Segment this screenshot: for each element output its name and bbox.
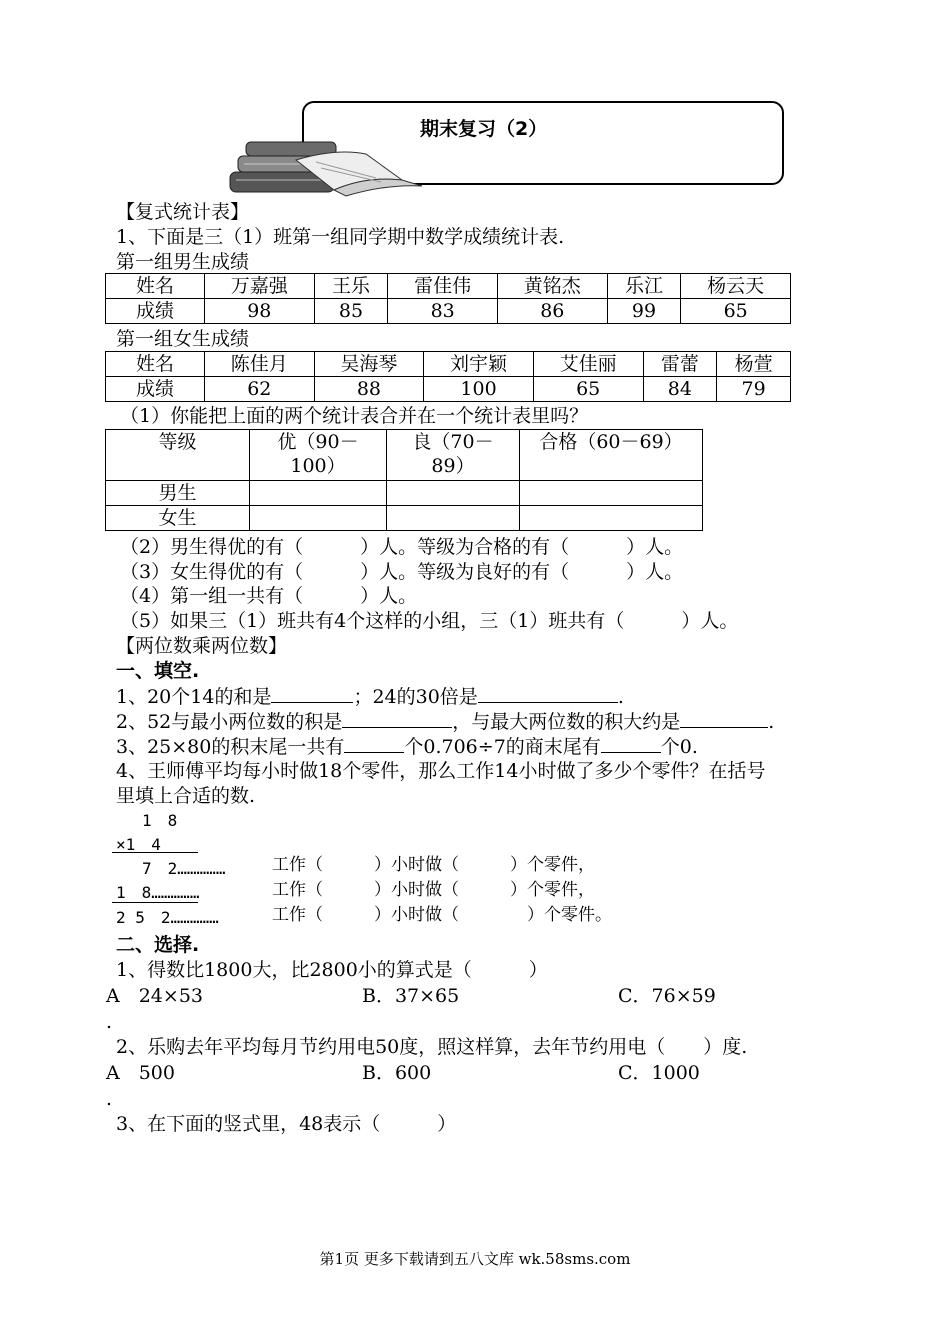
sub-question-5: （5）如果三（1）班共有4个这样的小组，三（1）班共有（ ）人。	[120, 610, 739, 632]
table-cell: 88	[314, 377, 424, 402]
table-cell: 84	[643, 377, 717, 402]
fill-3-text-b: 个0.706÷7的商末尾有	[404, 736, 601, 758]
table-cell[interactable]	[520, 506, 703, 531]
vertical-row-1: 1 8	[142, 811, 178, 830]
stray-dot: .	[106, 1011, 113, 1033]
table-cell: 雷佳伟	[388, 274, 498, 299]
table-cell[interactable]	[387, 481, 520, 506]
table-cell	[387, 430, 520, 481]
table-cell: 成绩	[106, 299, 205, 324]
table-cell[interactable]	[387, 506, 520, 531]
vertical-explain-1: 工作（ ）小时做（ ）个零件，	[272, 855, 595, 875]
table-cell: 女生	[106, 506, 250, 531]
vertical-row-2: ×1 4	[116, 835, 161, 854]
fill-3-text-c: 个0.	[660, 736, 698, 758]
vertical-partial-2: 1 8	[116, 883, 152, 902]
answer-blank[interactable]	[478, 684, 618, 703]
sub-question-4: （4）第一组一共有（ ）人。	[120, 585, 418, 607]
vertical-row-3	[142, 856, 225, 879]
table-cell: 姓名	[106, 352, 205, 377]
page-footer: 第1页 更多下载请到五八文库 wk.58sms.com	[319, 1250, 631, 1268]
fill-3-text-a: 3、25×80的积末尾一共有	[116, 736, 345, 758]
table-cell: 艾佳丽	[533, 352, 643, 377]
answer-blank[interactable]	[344, 734, 404, 753]
fill-2-text-b: ，与最大两位数的积大约是	[452, 711, 681, 733]
table-cell[interactable]	[250, 481, 387, 506]
grade-excellent-label: 优（90－	[277, 431, 359, 453]
fill-2-text-c: .	[768, 711, 775, 733]
vertical-explain-2: 工作（ ）小时做（ ）个零件，	[272, 880, 595, 900]
table-cell: 姓名	[106, 274, 205, 299]
table-cell: 万嘉强	[205, 274, 315, 299]
table-cell: 85	[314, 299, 388, 324]
table-cell: 王乐	[314, 274, 388, 299]
table-cell: 成绩	[106, 377, 205, 402]
sub-question-3: （3）女生得优的有（ ）人。等级为良好的有（ ）人。	[120, 561, 684, 583]
boys-caption: 第一组男生成绩	[116, 251, 250, 273]
table-row	[106, 299, 791, 324]
fill-1-text-c: .	[617, 686, 624, 708]
table-row	[106, 274, 791, 299]
table-row	[106, 481, 703, 506]
table-cell: 100	[424, 377, 534, 402]
table-cell: 65	[681, 299, 791, 324]
table-cell: 合格（60－69）	[520, 430, 703, 481]
fill-1-text-a: 1、20个14的和是	[116, 686, 272, 708]
table-cell: 杨云天	[681, 274, 791, 299]
fill-question-4-line2: 里填上合适的数.	[116, 785, 256, 807]
table-cell: 陈佳月	[205, 352, 315, 377]
table-cell: 雷蕾	[643, 352, 717, 377]
answer-blank[interactable]	[271, 684, 353, 703]
vertical-partial-1: 7 2	[142, 859, 178, 878]
fill-question-2	[116, 709, 774, 734]
fill-question-3	[116, 734, 698, 759]
leader-dots: ……………	[151, 883, 200, 902]
table-cell	[250, 430, 387, 481]
table-cell: 83	[388, 299, 498, 324]
table-cell[interactable]	[250, 506, 387, 531]
fill-2-text-a: 2、52与最小两位数的积是	[116, 711, 343, 733]
table-cell: 62	[205, 377, 315, 402]
sub-question-1: （1）你能把上面的两个统计表合并在一个统计表里吗？	[120, 405, 589, 427]
books-icon	[226, 140, 426, 200]
vertical-explain-3: 工作（ ）小时做（ ）个零件。	[272, 905, 612, 925]
vertical-row-4	[116, 880, 199, 903]
boys-score-table	[105, 273, 791, 324]
table-cell: 乐江	[607, 274, 681, 299]
table-cell: 黄铭杰	[497, 274, 607, 299]
table-cell: 男生	[106, 481, 250, 506]
table-row	[106, 377, 791, 402]
table-cell: 86	[497, 299, 607, 324]
question-1: 1、下面是三（1）班第一组同学期中数学成绩统计表.	[116, 226, 565, 248]
vertical-row-5	[116, 905, 219, 928]
fill-1-text-b: ；24的30倍是	[353, 686, 478, 708]
part-choice-title: 二、选择.	[116, 934, 200, 956]
grade-good-label: 良（70－	[412, 431, 494, 453]
vertical-line	[112, 852, 198, 853]
stray-dot: .	[106, 1088, 113, 1110]
choice-2-option-a[interactable]: A 500	[106, 1062, 175, 1084]
table-row	[106, 430, 703, 481]
choice-1-option-a[interactable]: A 24×53	[106, 985, 203, 1007]
answer-blank[interactable]	[342, 709, 452, 728]
choice-question-3: 3、在下面的竖式里，48表示（ ）	[116, 1113, 457, 1135]
girls-caption: 第一组女生成绩	[116, 328, 250, 350]
table-cell: 杨萱	[717, 352, 791, 377]
choice-question-2: 2、乐购去年平均每月节约用电50度，照这样算，去年节约用电（ ）度.	[116, 1036, 748, 1058]
girls-score-table	[105, 351, 791, 402]
choice-2-option-c[interactable]: C．1000	[618, 1062, 700, 1084]
section-heading-stats: 【复式统计表】	[116, 201, 250, 223]
answer-blank[interactable]	[601, 734, 661, 753]
part-fill-blank-title: 一、填空.	[116, 660, 200, 682]
leader-dots: ……………	[170, 908, 219, 927]
table-cell: 等级	[106, 430, 250, 481]
choice-2-option-b[interactable]: B．600	[362, 1062, 432, 1084]
grade-good-range: 89）	[431, 455, 475, 477]
table-cell[interactable]	[520, 481, 703, 506]
sub-question-2: （2）男生得优的有（ ）人。等级为合格的有（ ）人。	[120, 536, 684, 558]
table-row	[106, 352, 791, 377]
table-cell: 99	[607, 299, 681, 324]
fill-question-4-line1: 4、王师傅平均每小时做18个零件，那么工作14小时做了多少个零件？在括号	[116, 760, 766, 782]
section-heading-multiply: 【两位数乘两位数】	[116, 635, 288, 657]
vertical-product: 2 5 2	[116, 908, 171, 927]
grade-excellent-range: 100）	[290, 455, 346, 477]
table-cell: 79	[717, 377, 791, 402]
answer-blank[interactable]	[680, 709, 768, 728]
choice-question-1: 1、得数比1800大，比2800小的算式是（ ）	[116, 959, 548, 981]
merged-grade-table	[105, 429, 703, 531]
table-cell: 吴海琴	[314, 352, 424, 377]
choice-1-option-b[interactable]: B．37×65	[362, 985, 460, 1007]
table-row	[106, 506, 703, 531]
page-title: 期末复习（2）	[420, 118, 548, 140]
table-cell: 65	[533, 377, 643, 402]
leader-dots: ……………	[177, 859, 226, 878]
vertical-line	[112, 902, 198, 903]
choice-1-option-c[interactable]: C．76×59	[618, 985, 716, 1007]
fill-question-1	[116, 684, 624, 709]
table-cell: 98	[205, 299, 315, 324]
table-cell: 刘宇颖	[424, 352, 534, 377]
